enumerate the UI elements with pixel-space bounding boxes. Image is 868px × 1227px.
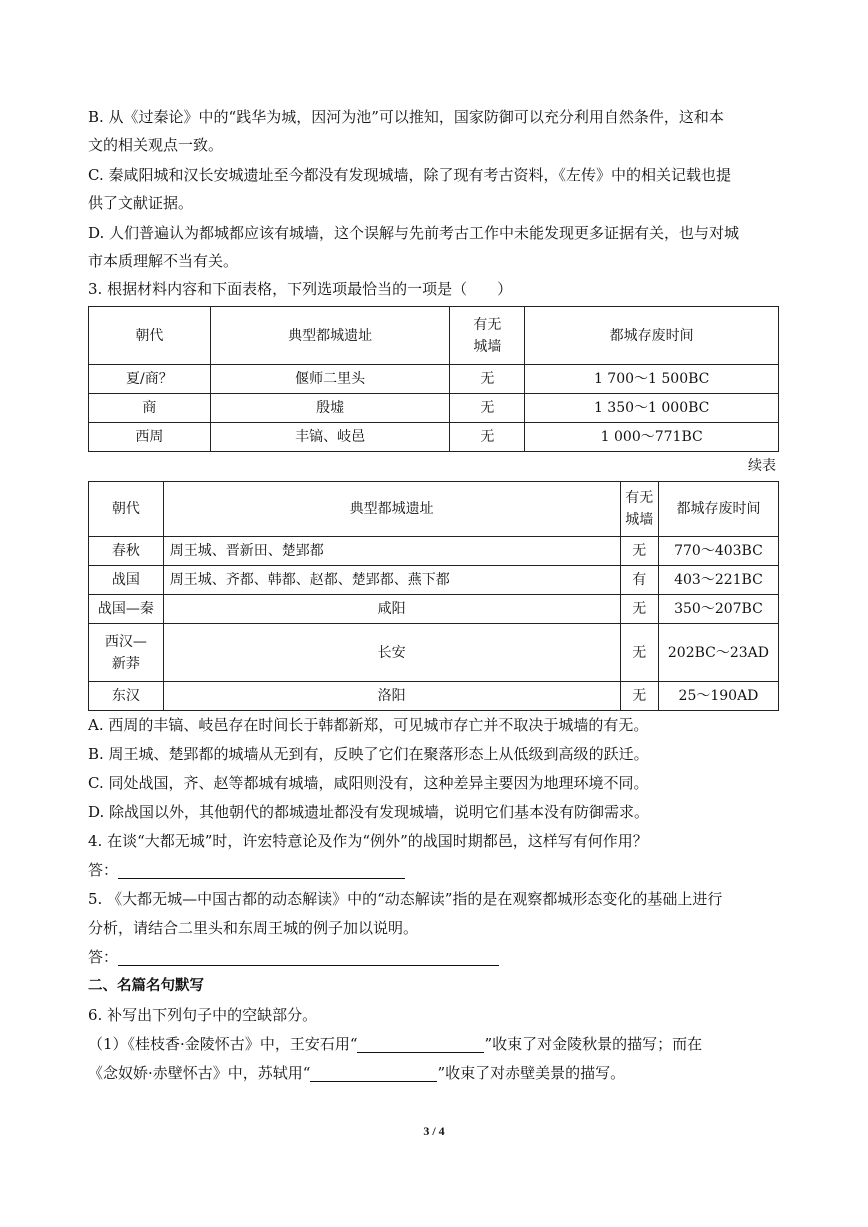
table-cell: 无 [450,365,525,394]
question-6-part1-line2 [88,1059,788,1087]
dynasty-table-2-body [88,481,779,711]
question-4-answer [88,856,788,884]
table-row [89,682,779,711]
option-d-line1: D. 人们普遍认为都城都应该有城墙，这个误解与先前考古工作中未能发现更多证据有关，也与对城 [88,224,740,242]
table-cell: 战国 [89,566,164,595]
table-cell: 东汉 [89,682,164,711]
table-cell: 无 [450,423,525,452]
table-cell: 周王城、齐都、韩都、赵都、楚郢都、燕下都 [163,566,620,595]
q3-option-d: D. 除战国以外，其他朝代的都城遗址都没有发现城墙，说明它们基本没有防御需求。 [88,803,650,821]
table-cell: 偃师二里头 [210,365,450,394]
table-cell: 无 [620,595,658,624]
fill-blank[interactable] [310,1065,437,1082]
question-6-part1-line1 [88,1030,788,1058]
table1-header-wall: 有无 城墙 [450,307,525,365]
table-row [89,566,779,595]
table-cell: 1 000～771BC [525,423,779,452]
table2-header-period: 都城存废时间 [658,482,778,537]
table-cell: 春秋 [89,537,164,566]
table-cell: 夏/商？ [89,365,211,394]
q3-option-a: A. 西周的丰镐、岐邑存在时间长于韩都新郑，可见城市存亡并不取决于城墙的有无。 [88,716,649,734]
table-cell: 有 [620,566,658,595]
table-cell: 无 [620,537,658,566]
page-number: 3 / 4 [423,1124,445,1138]
table-cell: 西汉— 新莽 [89,624,164,682]
table-cell: 商 [89,394,211,423]
table-cell: 1 350～1 000BC [525,394,779,423]
fill-text: ”收束了对赤壁美景的描写。 [437,1064,626,1082]
table-cell: 殷墟 [210,394,450,423]
table-cell: 202BC～23AD [658,624,778,682]
question-5-line1: 5. 《大都无城—中国古都的动态解读》中的“动态解读”指的是在观察都城形态变化的基础上进行 [88,890,723,908]
table-row [89,624,779,682]
table1-header-period: 都城存废时间 [525,307,779,365]
fill-text: 《念奴娇·赤壁怀古》中，苏轼用“ [88,1064,311,1082]
table-cell: 丰镐、岐邑 [210,423,450,452]
table1-header-row [89,307,779,365]
table2-header-row [89,482,779,537]
fill-text: ”收束了对金陵秋景的描写；而在 [484,1035,703,1053]
option-d-line2: 市本质理解不当有关。 [88,252,239,270]
table-cell: 西周 [89,423,211,452]
table-cell: 25～190AD [658,682,778,711]
option-b-line1: B. 从《过秦论》中的“践华为城，因河为池”可以推知，国家防御可以充分利用自然条件，这和本 [88,108,724,126]
option-b-line2: 文的相关观点一致。 [88,136,224,154]
table-cell: 1 700～1 500BC [525,365,779,394]
table2-header-wall: 有无 城墙 [620,482,658,537]
table-cell: 洛阳 [163,682,620,711]
table-cell: 无 [620,682,658,711]
table-cell: 周王城、晋新田、楚郢都 [163,537,620,566]
question-5-answer [88,943,788,971]
table-cell: 350～207BC [658,595,778,624]
fill-text: （1）《桂枝香·金陵怀古》中，王安石用“ [88,1035,358,1053]
table2-header-dynasty: 朝代 [89,482,164,537]
answer-label: 答： [88,861,119,879]
table2-header-site: 典型都城遗址 [163,482,620,537]
table1-header-dynasty: 朝代 [89,307,211,365]
option-c-line1: C. 秦咸阳城和汉长安城遗址至今都没有发现城墙，除了现有考古资料，《左传》中的相关记载也提 [88,166,731,184]
table-cell: 咸阳 [163,595,620,624]
question-4-stem: 4. 在谈“大都无城”时，许宏特意论及作为“例外”的战国时期都邑，这样写有何作用？ [88,832,648,850]
q3-option-c: C. 同处战国，齐、赵等都城有城墙，咸阳则没有，这种差异主要因为地理环境不同。 [88,774,649,792]
table-cell: 无 [450,394,525,423]
table1-header-site: 典型都城遗址 [210,307,450,365]
table-cell: 长安 [163,624,620,682]
option-c-line2: 供了文献证据。 [88,194,194,212]
table-row [89,394,779,423]
question-6-stem: 6. 补写出下列句子中的空缺部分。 [88,1006,318,1024]
table-row [89,365,779,394]
question-3-stem: 3. 根据材料内容和下面表格，下列选项最恰当的一项是（ ） [88,280,513,298]
q3-option-b: B. 周王城、楚郢都的城墙从无到有，反映了它们在聚落形态上从低级到高级的跃迁。 [88,745,649,763]
answer-label: 答： [88,948,119,966]
table-row [89,537,779,566]
dynasty-table-1 [88,306,779,452]
fill-blank[interactable] [357,1036,484,1053]
table-cell: 770～403BC [658,537,778,566]
answer-field[interactable] [118,862,405,879]
table-row [89,595,779,624]
table-row [89,423,779,452]
answer-field[interactable] [118,949,499,966]
table-cell: 403～221BC [658,566,778,595]
continued-table-label: 续表 [748,458,776,474]
question-5-line2: 分析，请结合二里头和东周王城的例子加以说明。 [88,919,419,937]
section-2-title: 二、名篇名句默写 [88,978,204,994]
table-cell: 战国—秦 [89,595,164,624]
table-cell: 无 [620,624,658,682]
